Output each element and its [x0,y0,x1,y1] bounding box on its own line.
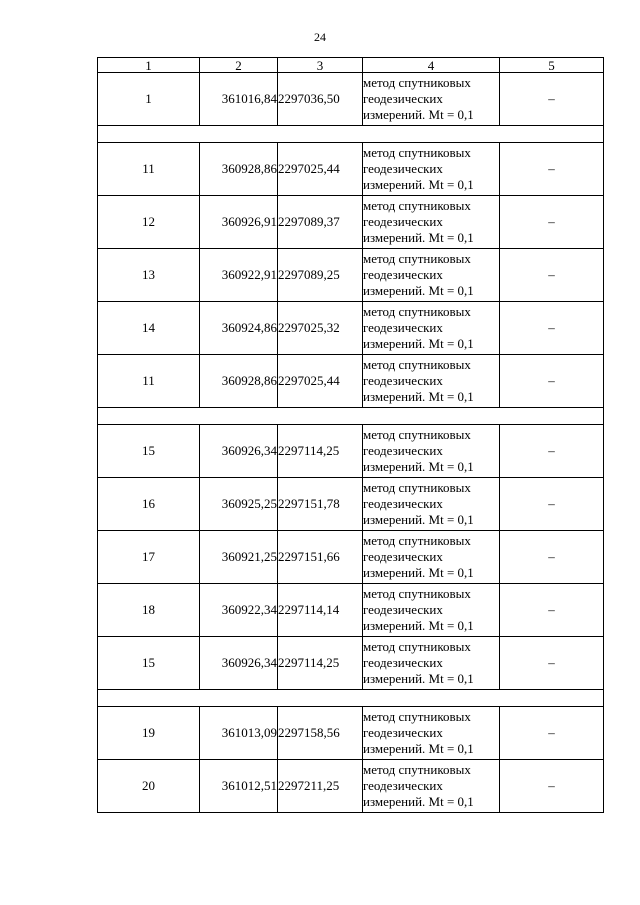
x-coordinate-cell: 360921,25 [200,531,278,584]
method-line: измерений. Mt = 0,1 [363,459,474,474]
x-coordinate-cell: 360928,86 [200,355,278,408]
table-row [98,196,604,249]
table-row [98,478,604,531]
method-line: метод спутниковых [363,533,471,548]
method-line: геодезических [363,602,443,617]
point-number-cell: 20 [98,760,200,813]
method-cell [363,760,500,813]
method-line: измерений. Mt = 0,1 [363,107,474,122]
table-row [98,302,604,355]
method-line: метод спутниковых [363,145,471,160]
separator-row [98,408,604,425]
method-cell [363,73,500,126]
y-coordinate-cell: 2297036,50 [278,73,363,126]
y-coordinate-cell: 2297025,44 [278,143,363,196]
method-line: измерений. Mt = 0,1 [363,565,474,580]
method-cell [363,478,500,531]
description-cell: – [500,707,604,760]
point-number-cell: 13 [98,249,200,302]
method-line: измерений. Mt = 0,1 [363,671,474,686]
method-line: метод спутниковых [363,304,471,319]
method-line: метод спутниковых [363,251,471,266]
method-cell [363,249,500,302]
description-cell: – [500,73,604,126]
method-line: геодезических [363,373,443,388]
x-coordinate-cell: 360926,34 [200,637,278,690]
method-line: геодезических [363,725,443,740]
method-line: измерений. Mt = 0,1 [363,741,474,756]
y-coordinate-cell: 2297151,78 [278,478,363,531]
y-coordinate-cell: 2297211,25 [278,760,363,813]
separator-row [98,126,604,143]
method-cell [363,707,500,760]
table-row [98,637,604,690]
point-number-cell: 16 [98,478,200,531]
method-line: метод спутниковых [363,427,471,442]
method-line: измерений. Mt = 0,1 [363,177,474,192]
x-coordinate-cell: 360926,34 [200,425,278,478]
method-cell [363,143,500,196]
header-col-5: 5 [500,58,604,73]
description-cell: – [500,637,604,690]
description-cell: – [500,249,604,302]
header-col-3: 3 [278,58,363,73]
method-line: метод спутниковых [363,357,471,372]
method-line: метод спутниковых [363,480,471,495]
method-cell [363,531,500,584]
header-col-4: 4 [363,58,500,73]
coordinates-table-body [98,58,604,813]
y-coordinate-cell: 2297114,14 [278,584,363,637]
x-coordinate-cell: 360922,91 [200,249,278,302]
description-cell: – [500,478,604,531]
table-row [98,707,604,760]
method-cell [363,584,500,637]
x-coordinate-cell: 360928,86 [200,143,278,196]
method-cell [363,196,500,249]
method-cell [363,425,500,478]
method-line: геодезических [363,214,443,229]
method-line: измерений. Mt = 0,1 [363,283,474,298]
y-coordinate-cell: 2297151,66 [278,531,363,584]
method-cell [363,302,500,355]
separator-row [98,690,604,707]
x-coordinate-cell: 361016,84 [200,73,278,126]
point-number-cell: 19 [98,707,200,760]
description-cell: – [500,196,604,249]
header-col-2: 2 [200,58,278,73]
method-cell [363,637,500,690]
method-line: измерений. Mt = 0,1 [363,230,474,245]
x-coordinate-cell: 361012,51 [200,760,278,813]
method-line: измерений. Mt = 0,1 [363,512,474,527]
header-row [98,58,604,73]
description-cell: – [500,355,604,408]
point-number-cell: 12 [98,196,200,249]
y-coordinate-cell: 2297158,56 [278,707,363,760]
y-coordinate-cell: 2297114,25 [278,637,363,690]
x-coordinate-cell: 360922,34 [200,584,278,637]
method-line: измерений. Mt = 0,1 [363,389,474,404]
method-line: измерений. Mt = 0,1 [363,618,474,633]
point-number-cell: 14 [98,302,200,355]
description-cell: – [500,302,604,355]
table-row [98,760,604,813]
method-line: геодезических [363,161,443,176]
table-row [98,531,604,584]
x-coordinate-cell: 360925,25 [200,478,278,531]
table-row [98,249,604,302]
table-row [98,355,604,408]
x-coordinate-cell: 360926,91 [200,196,278,249]
point-number-cell: 15 [98,425,200,478]
coordinates-table [97,57,604,813]
header-col-1: 1 [98,58,200,73]
y-coordinate-cell: 2297089,37 [278,196,363,249]
y-coordinate-cell: 2297114,25 [278,425,363,478]
method-line: геодезических [363,320,443,335]
page-number: 24 [314,30,326,44]
method-line: метод спутниковых [363,709,471,724]
description-cell: – [500,584,604,637]
method-line: измерений. Mt = 0,1 [363,794,474,809]
y-coordinate-cell: 2297025,32 [278,302,363,355]
separator-cell [98,690,604,707]
x-coordinate-cell: 360924,86 [200,302,278,355]
method-line: метод спутниковых [363,762,471,777]
x-coordinate-cell: 361013,09 [200,707,278,760]
point-number-cell: 1 [98,73,200,126]
method-line: геодезических [363,91,443,106]
method-line: измерений. Mt = 0,1 [363,336,474,351]
point-number-cell: 18 [98,584,200,637]
method-line: метод спутниковых [363,75,471,90]
method-line: геодезических [363,655,443,670]
method-line: геодезических [363,778,443,793]
y-coordinate-cell: 2297025,44 [278,355,363,408]
method-line: геодезических [363,549,443,564]
method-line: метод спутниковых [363,198,471,213]
point-number-cell: 15 [98,637,200,690]
description-cell: – [500,760,604,813]
method-line: метод спутниковых [363,586,471,601]
method-line: метод спутниковых [363,639,471,654]
table-row [98,143,604,196]
description-cell: – [500,425,604,478]
point-number-cell: 11 [98,143,200,196]
description-cell: – [500,143,604,196]
method-line: геодезических [363,496,443,511]
table-row [98,73,604,126]
point-number-cell: 11 [98,355,200,408]
separator-cell [98,408,604,425]
method-line: геодезических [363,443,443,458]
method-cell [363,355,500,408]
y-coordinate-cell: 2297089,25 [278,249,363,302]
separator-cell [98,126,604,143]
table-row [98,584,604,637]
table-row [98,425,604,478]
point-number-cell: 17 [98,531,200,584]
description-cell: – [500,531,604,584]
method-line: геодезических [363,267,443,282]
